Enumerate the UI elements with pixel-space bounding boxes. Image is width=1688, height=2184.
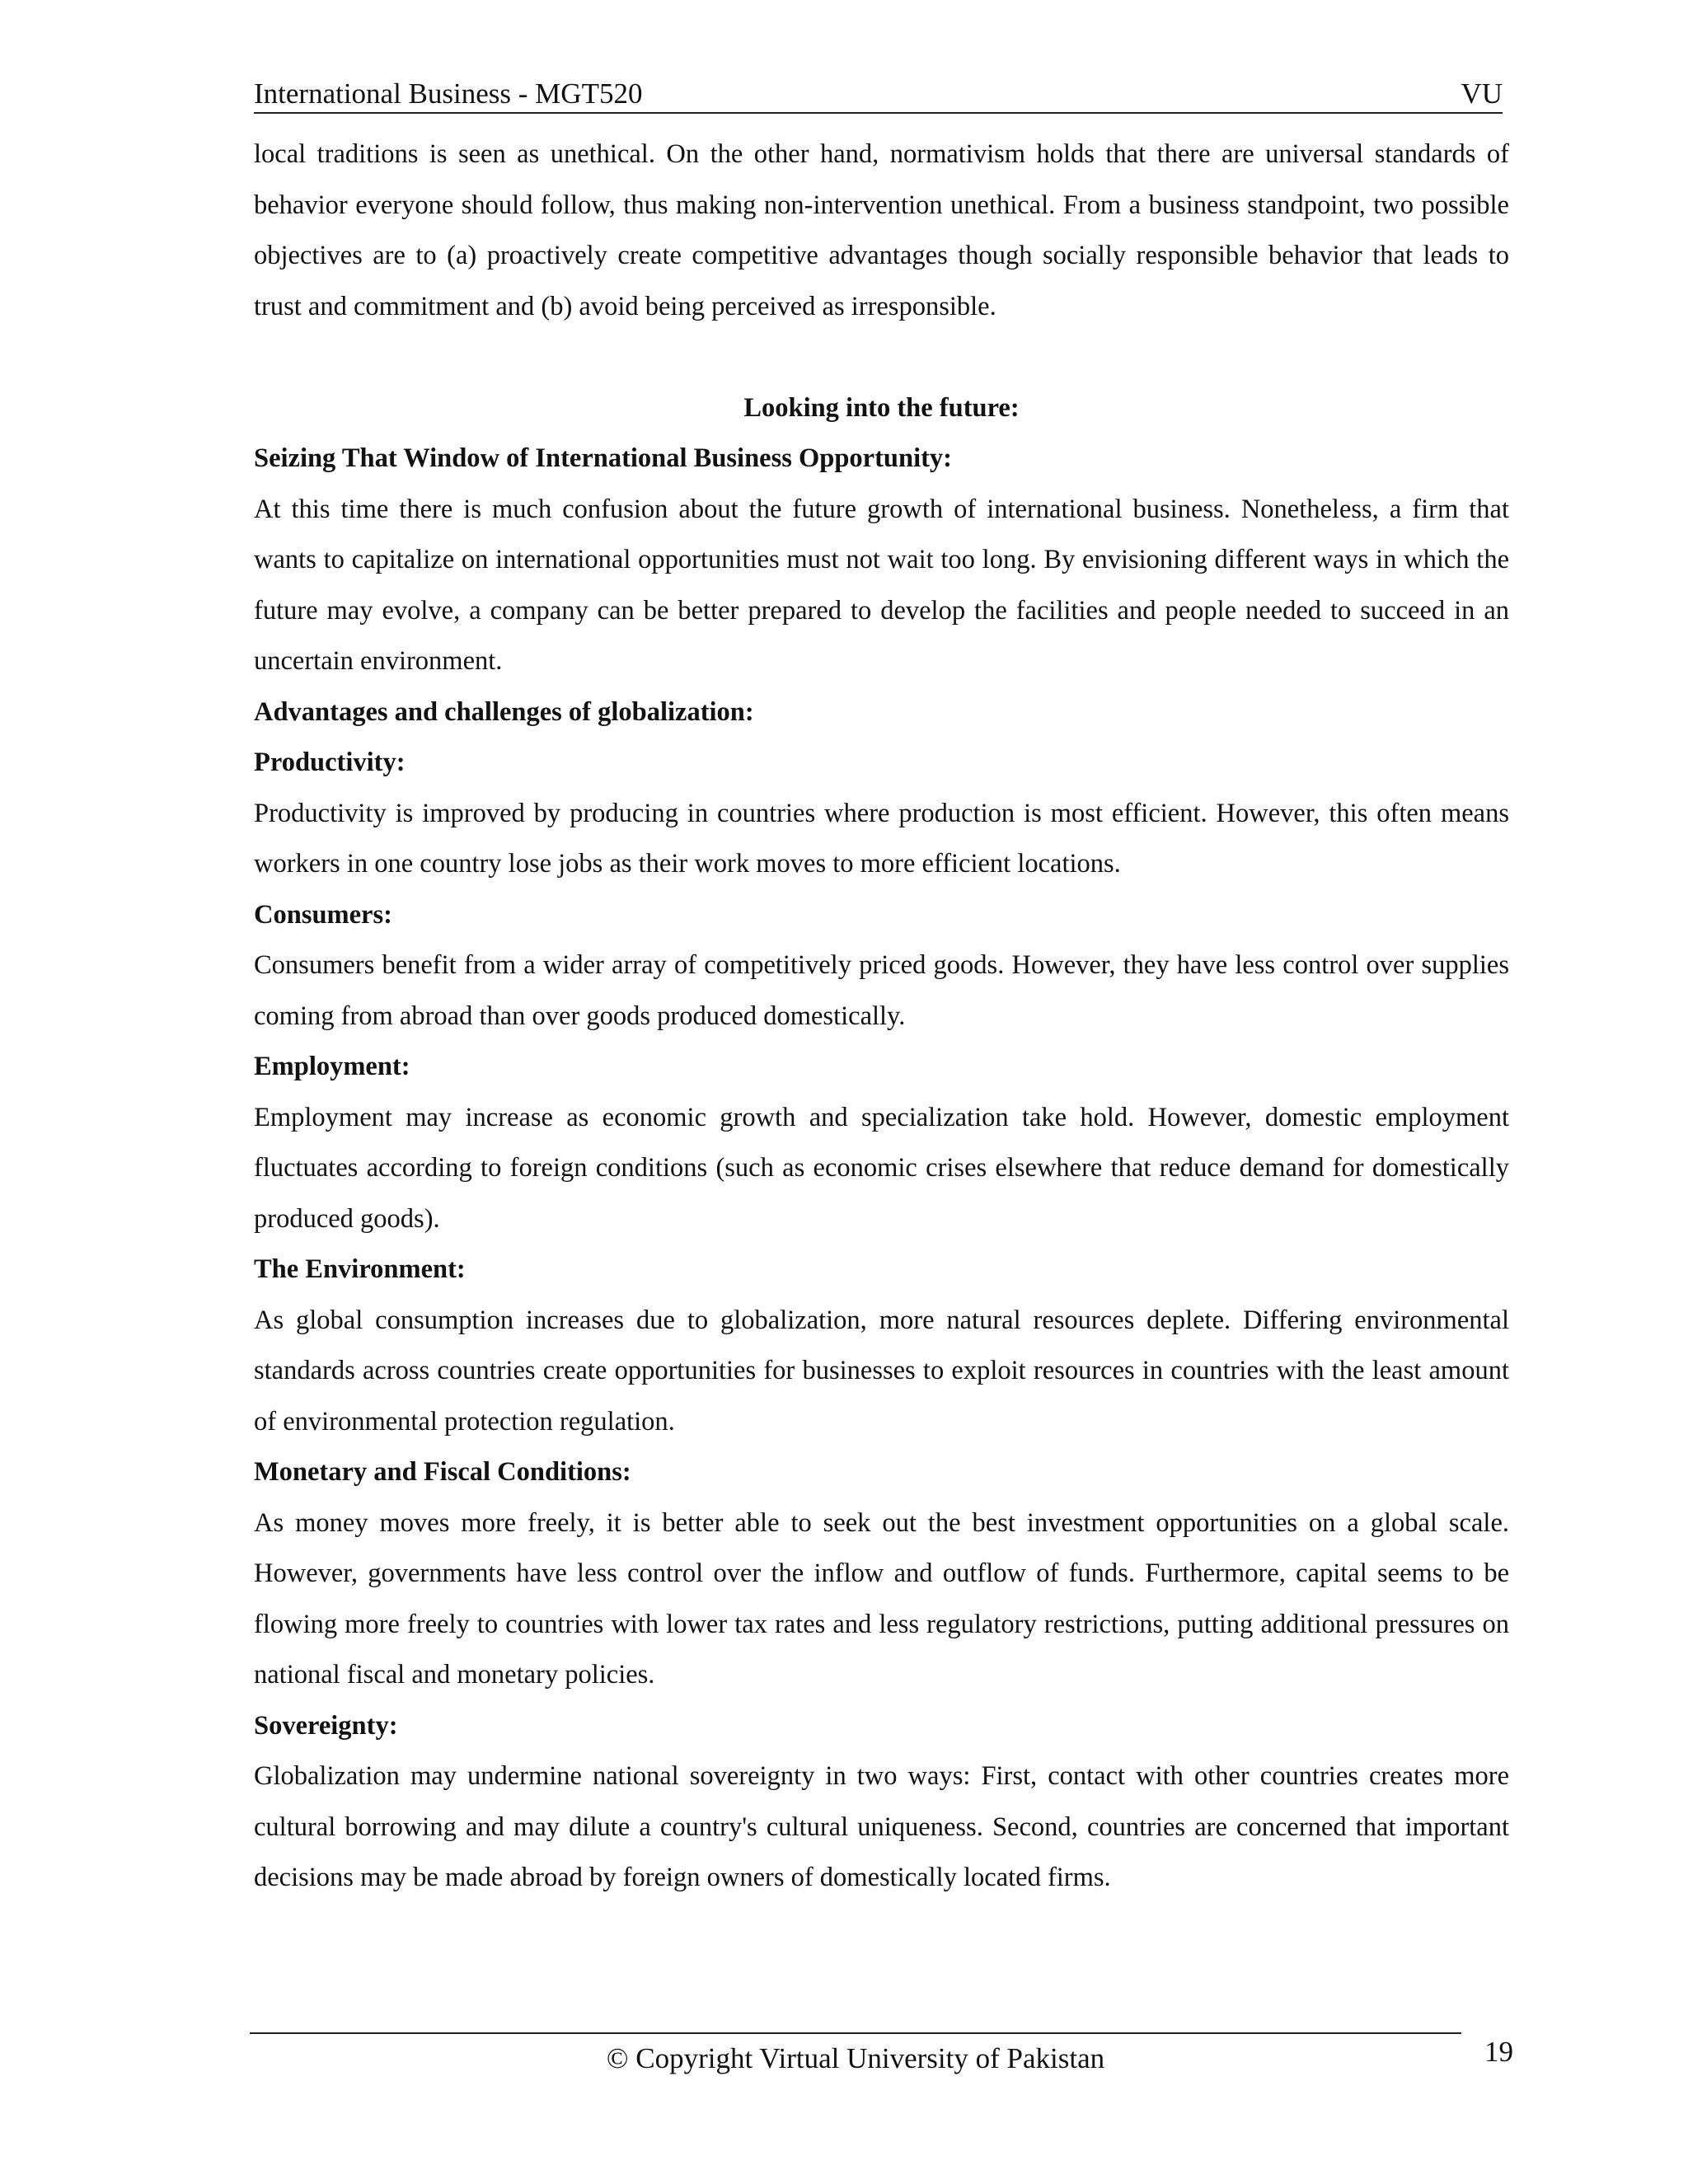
section-title: Looking into the future: <box>743 392 1020 423</box>
sovereignty-paragraph: Globalization may undermine national sovereignty in two ways: First, contact with other countries creates more cultural borrowing and may dilute a country's cultural uniqueness. Second, countries are concerned that important decisions may be made abroad by foreign owners of domestically located firms. <box>254 1761 1509 1892</box>
consumers-heading: Consumers: <box>254 899 392 930</box>
header-course-title: International Business - MGT520 <box>254 77 643 110</box>
page-body <box>254 129 1509 1904</box>
monetary-heading: Monetary and Fiscal Conditions: <box>254 1457 631 1487</box>
monetary-paragraph: As money moves more freely, it is better able to seek out the best investment opportunities on a global scale. However, governments have less control over the inflow and outflow of funds. Furthermore, capital seems to be flowing more freely to countries with lower tax rates and less regulatory restrictions, putting additional pressures on national fiscal and monetary policies. <box>254 1507 1509 1690</box>
environment-paragraph: As global consumption increases due to globalization, more natural resources deplete. Differing environmental standards across countries create opportunities for businesses to exploit resources in countries with the least amount of environmental protection regulation. <box>254 1305 1509 1436</box>
sovereignty-heading: Sovereignty: <box>254 1710 398 1741</box>
productivity-heading: Productivity: <box>254 748 406 777</box>
page-number: 19 <box>1484 2036 1513 2068</box>
productivity-paragraph: Productivity is improved by producing in countries where production is most efficient. However, this often means workers in one country lose jobs as their work moves to more efficient locations. <box>254 798 1509 879</box>
seizing-paragraph: At this time there is much confusion about the future growth of international business. Nonetheless, a firm that wants to capitalize on international opportunities must not wait too long. By envisioning different ways in which the future may evolve, a company can be better prepared to develop the facilities and people needed to succeed in an uncertain environment. <box>254 494 1509 676</box>
consumers-paragraph: Consumers benefit from a wider array of competitively priced goods. However, they have less control over supplies coming from abroad than over goods produced domestically. <box>254 950 1509 1031</box>
employment-paragraph: Employment may increase as economic growth and specialization take hold. However, domestic employment fluctuates according to foreign conditions (such as economic crises elsewhere that reduce demand for domestically produced goods). <box>254 1102 1509 1234</box>
employment-heading: Employment: <box>254 1052 410 1081</box>
footer-copyright: © Copyright Virtual University of Pakistan <box>606 2042 1105 2074</box>
seizing-heading: Seizing That Window of International Business Opportunity: <box>254 443 952 473</box>
advantages-heading: Advantages and challenges of globalization: <box>254 696 754 727</box>
environment-heading: The Environment: <box>254 1254 466 1284</box>
page-header <box>254 76 1503 114</box>
footer-divider <box>250 2032 1461 2034</box>
header-institution: VU <box>1461 77 1503 110</box>
intro-paragraph: local traditions is seen as unethical. On the other hand, normativism holds that there are universal standards of behavior everyone should follow, thus making non-intervention unethical. From a business standpoint, two possible objectives are to (a) proactively create competitive advantages though socially responsible behavior that leads to trust and commitment and (b) avoid being perceived as irresponsible. <box>254 139 1509 321</box>
paragraph-spacer <box>254 332 1509 383</box>
